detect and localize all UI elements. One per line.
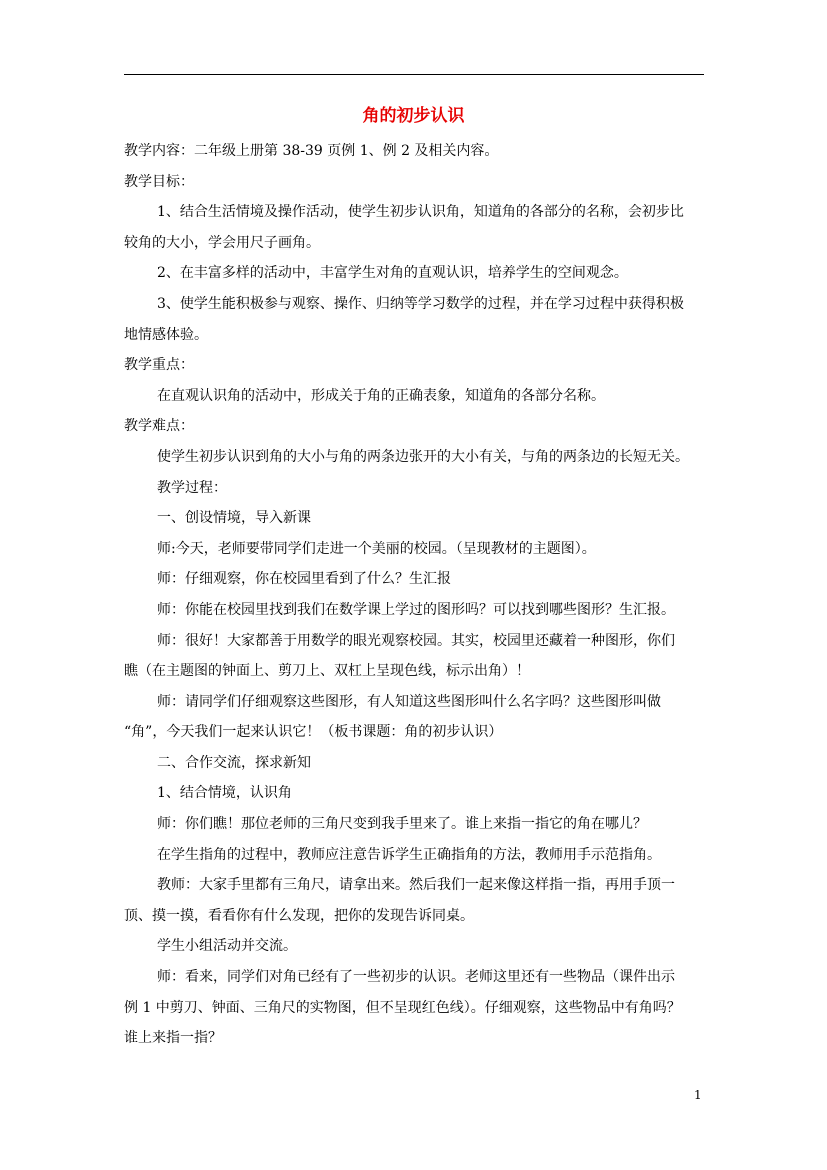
text-line: 师：看来，同学们对角已经有了一些初步的认识。老师这里还有一些物品（课件出示 xyxy=(157,969,675,986)
text-line: 1、结合生活情境及操作活动，使学生初步认识角，知道角的各部分的名称，会初步比 xyxy=(157,204,684,221)
text-line: 例 1 中剪刀、钟面、三角尺的实物图，但不呈现红色线）。仔细观察，这些物品中有角吗？ xyxy=(124,999,681,1016)
text-line: 师：很好！大家都善于用数学的眼光观察校园。其实，校园里还藏着一种图形，你们 xyxy=(157,632,675,649)
header-rule xyxy=(124,74,704,75)
text-line: 在直观认识角的活动中，形成关于角的正确表象，知道角的各部分名称。 xyxy=(157,387,605,404)
text-line: 瞧（在主题图的钟面上、剪刀上、双杠上呈现色线，标示出角）！ xyxy=(124,663,530,680)
text-line: 教师：大家手里都有三角尺，请拿出来。然后我们一起来像这样指一指，再用手顶一 xyxy=(157,877,675,894)
text-line: 教学目标： xyxy=(124,173,194,190)
text-line: 师：你们瞧！那位老师的三角尺变到我手里来了。谁上来指一指它的角在哪儿？ xyxy=(157,816,647,833)
text-line: 教学重点： xyxy=(124,357,194,374)
text-line: “角”，今天我们一起来认识它！（板书课题：角的初步认识） xyxy=(124,724,503,741)
text-line: 二、合作交流，探求新知 xyxy=(157,754,311,771)
text-line: 顶、摸一摸，看看你有什么发现，把你的发现告诉同桌。 xyxy=(124,907,474,924)
text-line: 2、在丰富多样的活动中，丰富学生对角的直观认识，培养学生的空间观念。 xyxy=(157,265,628,282)
text-line: 师：请同学们仔细观察这些图形，有人知道这些图形叫什么名字吗？这些图形叫做 xyxy=(157,693,661,710)
text-line: 师:今天，老师要带同学们走进一个美丽的校园。（呈现教材的主题图）。 xyxy=(157,540,596,557)
text-line: 较角的大小，学会用尺子画角。 xyxy=(124,234,320,251)
text-line: 师：你能在校园里找到我们在数学课上学过的图形吗？可以找到哪些图形？生汇报。 xyxy=(157,601,675,618)
text-line: 谁上来指一指？ xyxy=(124,1030,222,1047)
text-line: 师：仔细观察，你在校园里看到了什么？生汇报 xyxy=(157,571,451,588)
text-line: 教学过程： xyxy=(157,479,227,496)
text-line: 3、使学生能积极参与观察、操作、归纳等学习数学的过程，并在学习过程中获得积极 xyxy=(157,295,684,312)
text-line: 1、结合情境，认识角 xyxy=(157,785,292,802)
page-number: 1 xyxy=(694,1088,702,1102)
text-line: 教学内容：二年级上册第 38-39 页例 1、例 2 及相关内容。 xyxy=(124,143,499,159)
text-line: 使学生初步认识到角的大小与角的两条边张开的大小有关，与角的两条边的长短无关。 xyxy=(157,448,689,465)
text-line: 一、创设情境，导入新课 xyxy=(157,510,311,527)
text-line: 在学生指角的过程中，教师应注意告诉学生正确指角的方法，教师用手示范指角。 xyxy=(157,846,661,863)
document-title: 角的初步认识 xyxy=(362,106,465,126)
text-line: 教学难点： xyxy=(124,418,194,435)
document-body xyxy=(124,136,704,1054)
text-line: 学生小组活动并交流。 xyxy=(157,938,297,955)
text-line: 地情感体验。 xyxy=(124,326,208,343)
